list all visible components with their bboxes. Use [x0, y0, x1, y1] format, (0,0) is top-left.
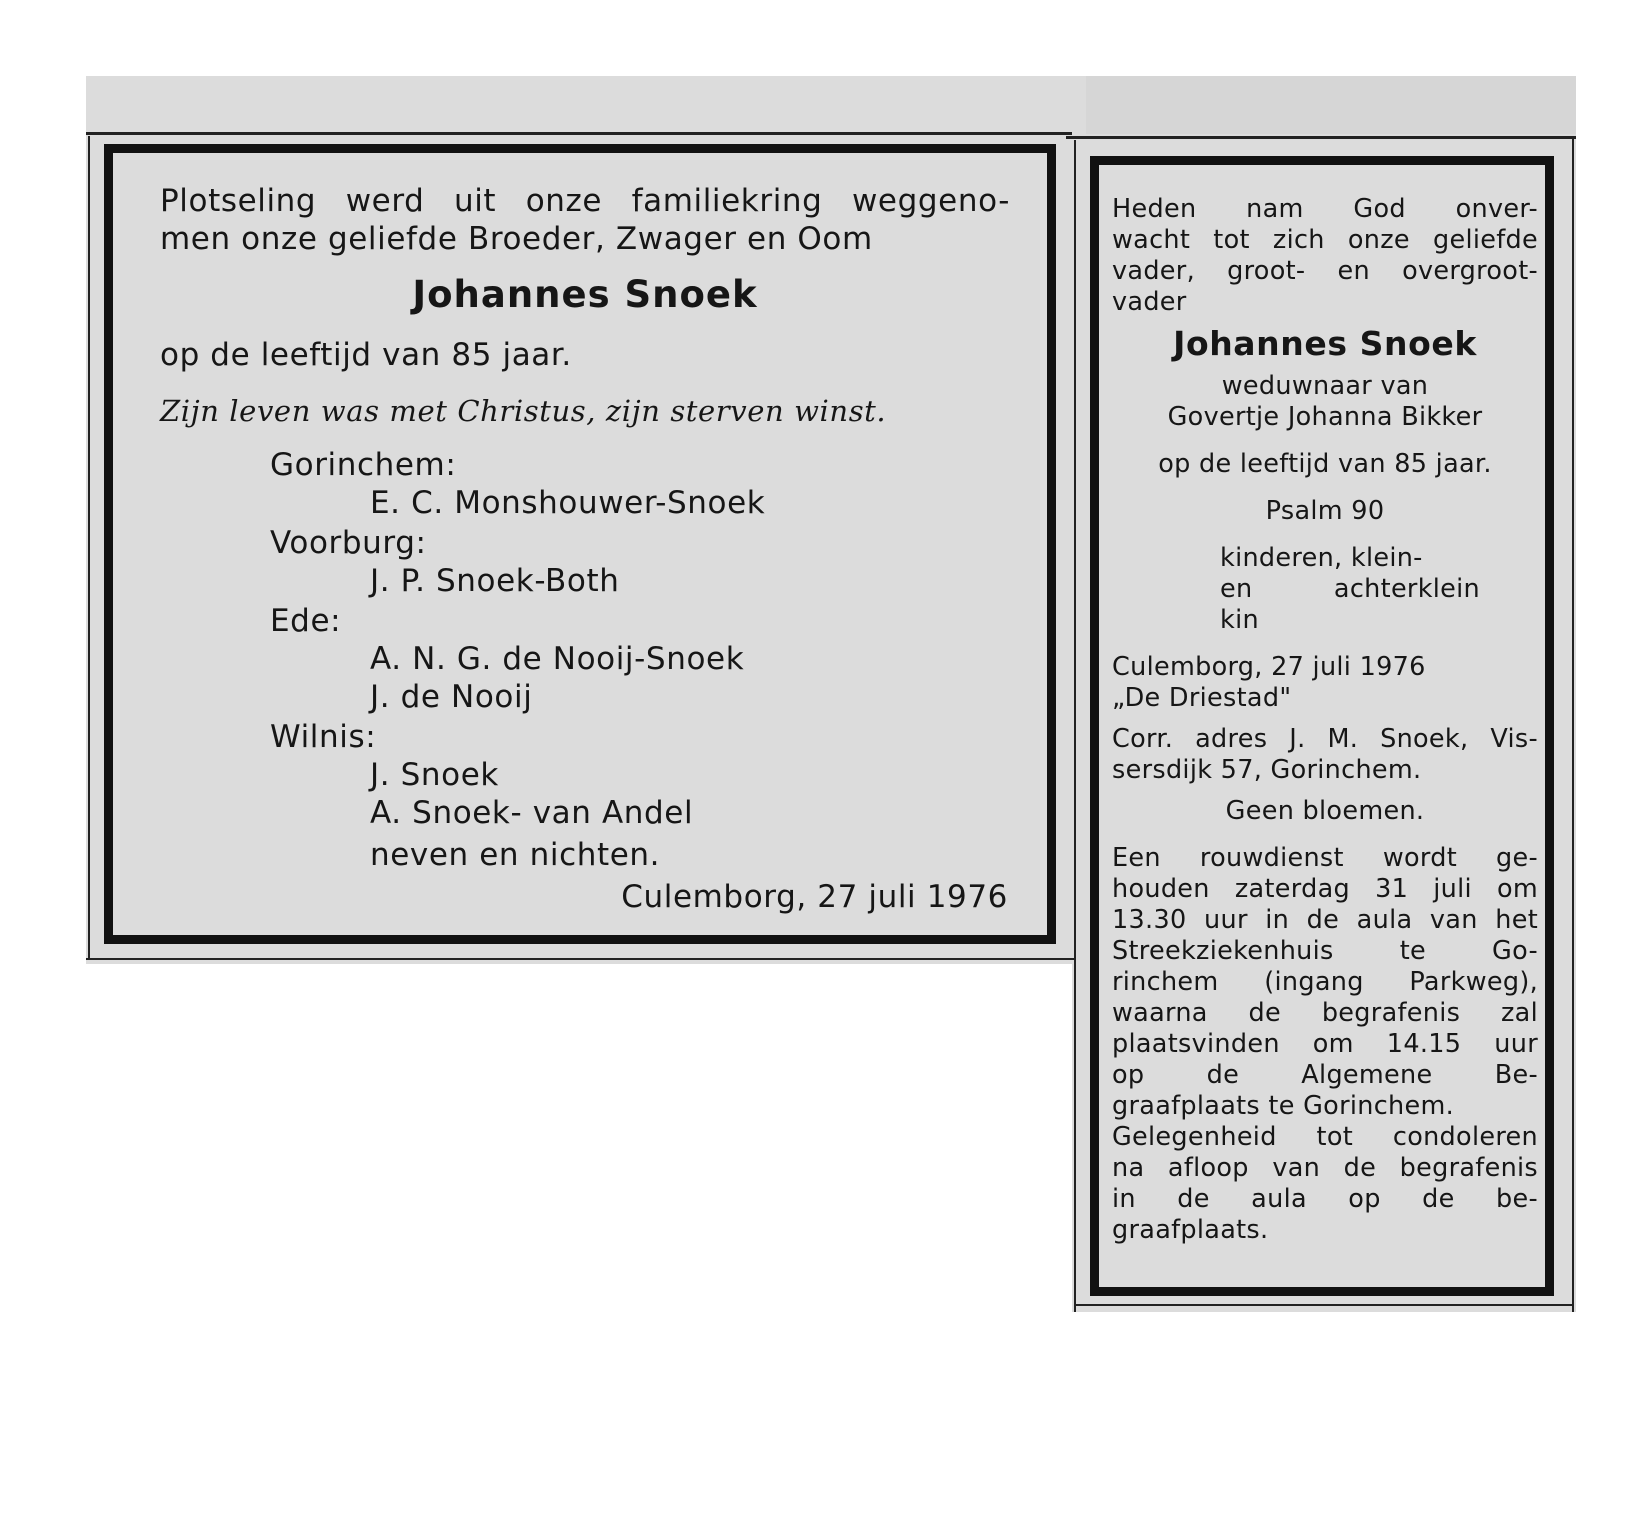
- deceased-name: Johannes Snoek: [1173, 324, 1477, 363]
- service-line: in de aula op de be-: [1112, 1184, 1538, 1214]
- service-line: op de Algemene Be-: [1112, 1060, 1538, 1090]
- service-line: Streekziekenhuis te Go-: [1112, 936, 1538, 966]
- psalm: Psalm 90: [1265, 496, 1385, 526]
- intro-line: wacht tot zich onze geliefde: [1112, 225, 1538, 255]
- family-place: Gorinchem:: [270, 447, 457, 483]
- family-place: Voorburg:: [270, 525, 427, 561]
- service-line: waarna de begrafenis zal: [1112, 998, 1538, 1028]
- right-clip-left-edge: [1074, 140, 1076, 1312]
- intro-line-1: Plotseling werd uit onze familiekring weggeno-: [160, 183, 1010, 219]
- children-line: kinderen, klein-: [1220, 543, 1423, 573]
- service-line: Een rouwdienst wordt ge-: [1112, 843, 1538, 873]
- service-block: [1112, 843, 1538, 1246]
- family-place: Wilnis:: [270, 719, 377, 755]
- bottom-rule-right: [1074, 1304, 1574, 1306]
- widower-line: weduwnaar van: [1221, 371, 1429, 401]
- place-date: Culemborg, 27 juli 1976: [621, 879, 1008, 915]
- service-line: rinchem (ingang Parkweg),: [1112, 967, 1538, 997]
- children-line: kin: [1220, 605, 1259, 635]
- right-death-notice: [1112, 194, 1538, 1246]
- intro-line: vader: [1112, 287, 1187, 317]
- intro-line: Heden nam God onver-: [1112, 194, 1538, 224]
- motto: Zijn leven was met Christus, zijn sterven winst.: [160, 394, 887, 428]
- family-place: Ede:: [270, 603, 342, 639]
- intro-line-2: men onze geliefde Broeder, Zwager en Oom: [160, 221, 873, 257]
- children-block: [1220, 543, 1480, 636]
- top-rule-left: [86, 132, 1072, 135]
- place-date: Culemborg, 27 juli 1976: [1112, 652, 1426, 682]
- service-line: plaatsvinden om 14.15 uur: [1112, 1029, 1538, 1059]
- bottom-rule-left: [86, 958, 1076, 960]
- service-line: Gelegenheid tot condoleren: [1112, 1122, 1538, 1152]
- service-line: 13.30 uur in de aula van het: [1112, 905, 1538, 935]
- left-edge-rule: [88, 136, 90, 960]
- age-line: op de leeftijd van 85 jaar.: [1158, 449, 1492, 479]
- intro-line: vader, groot- en overgroot-: [1112, 256, 1538, 286]
- family-member: E. C. Monshouwer-Snoek: [370, 485, 766, 521]
- children-line: en achterklein: [1220, 574, 1480, 604]
- no-flowers: Geen bloemen.: [1225, 796, 1425, 826]
- correspondence-line: sersdijk 57, Gorinchem.: [1112, 755, 1422, 785]
- service-line: na afloop van de begrafenis: [1112, 1153, 1538, 1183]
- family-list: [160, 446, 1010, 874]
- correspondence-line: Corr. adres J. M. Snoek, Vis-: [1112, 724, 1538, 754]
- service-line: graafplaats.: [1112, 1215, 1269, 1245]
- top-rule-right: [1066, 136, 1576, 139]
- service-line: graafplaats te Gorinchem.: [1112, 1091, 1455, 1121]
- family-member: A. Snoek- van Andel: [370, 795, 694, 831]
- spouse-name: Govertje Johanna Bikker: [1167, 402, 1483, 432]
- residence: „De Driestad": [1112, 683, 1292, 713]
- family-member: J. P. Snoek-Both: [370, 563, 620, 599]
- family-member: neven en nichten.: [370, 837, 661, 873]
- family-member: J. de Nooij: [370, 679, 533, 715]
- age-line: op de leeftijd van 85 jaar.: [160, 337, 572, 373]
- service-line: houden zaterdag 31 juli om: [1112, 874, 1538, 904]
- family-member: A. N. G. de Nooij-Snoek: [370, 641, 745, 677]
- left-death-notice: [160, 182, 1010, 916]
- deceased-name: Johannes Snoek: [412, 273, 758, 316]
- right-clip-right-edge: [1572, 136, 1574, 1312]
- family-member: J. Snoek: [370, 757, 499, 793]
